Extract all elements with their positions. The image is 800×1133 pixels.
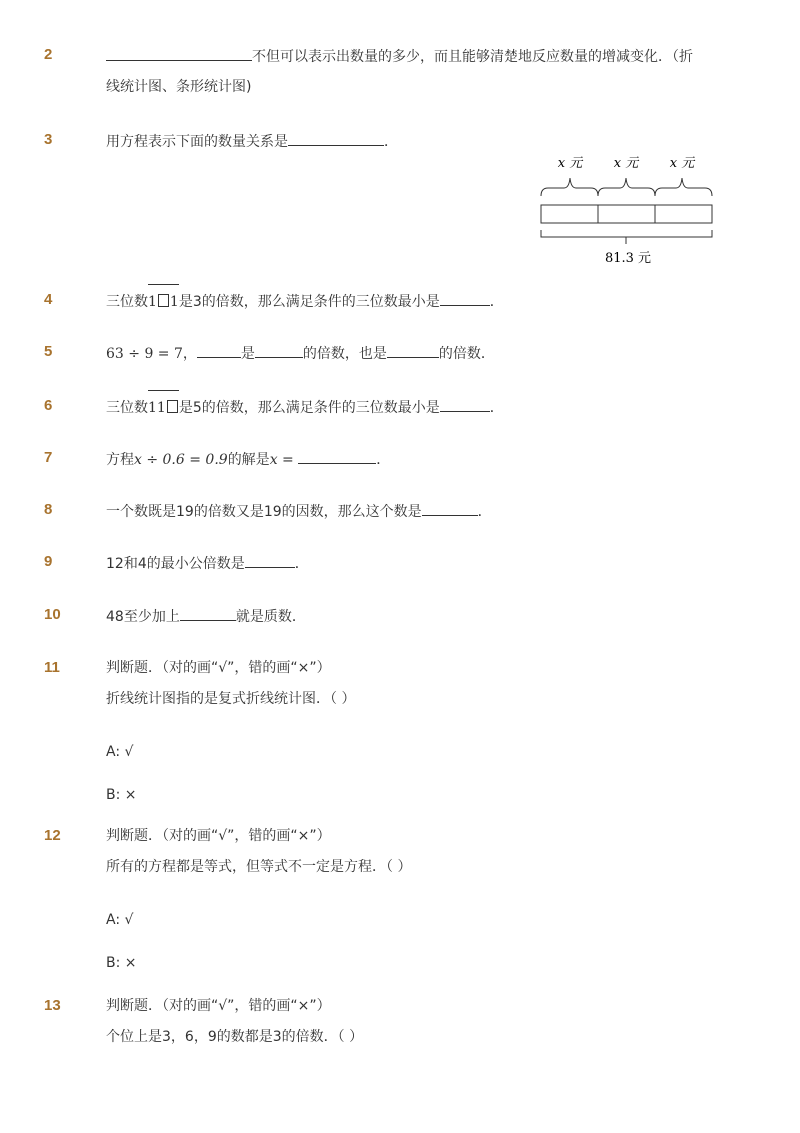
question-text [106, 552, 726, 574]
question-text [106, 996, 726, 1047]
question-text [106, 45, 726, 97]
statement: 所有的方程都是等式，但等式不一定是方程．（ ） [106, 859, 412, 875]
answer-blank[interactable] [440, 396, 490, 412]
total-label: 81.3 元 [604, 251, 652, 266]
text: 用方程表示下面的数量关系是 [106, 134, 288, 150]
answer-blank[interactable] [440, 290, 490, 306]
text: 的倍数． [438, 346, 495, 362]
statement: 个位上是3，6，9的数都是3的倍数．（ ） [106, 1029, 364, 1045]
question-number: 9 [44, 553, 53, 570]
equation: 63 ÷ 9 = 7 [106, 346, 183, 362]
text: 方程 [106, 452, 134, 468]
option-b[interactable]: B: × [106, 955, 137, 971]
segment-label-2: x 元 [613, 156, 639, 171]
text: 48至少加上 [106, 609, 180, 625]
text: 一个数既是19的倍数又是19的因数，那么这个数是 [106, 504, 422, 520]
question-text [106, 342, 726, 364]
question-text [106, 605, 726, 627]
answer-blank[interactable] [255, 342, 303, 358]
text: 12和4的最小公倍数是 [106, 556, 245, 572]
digits: 11 [148, 400, 166, 416]
question-text [106, 658, 726, 709]
text: ． [489, 400, 504, 416]
question-text [106, 130, 726, 152]
question-number: 4 [44, 291, 53, 308]
question-text [106, 290, 726, 312]
option-a[interactable]: A: √ [106, 912, 134, 928]
answer-blank[interactable] [106, 45, 252, 61]
text: 是5的倍数，那么满足条件的三位数最小是 [178, 400, 440, 416]
instruction: 判断题．（对的画“√”，错的画“×”） [106, 660, 331, 676]
overlined-number [148, 398, 179, 418]
question-number: 6 [44, 397, 53, 414]
question-number: 12 [44, 827, 61, 844]
text: 是3的倍数，那么满足条件的三位数最小是 [178, 294, 440, 310]
question-number: 2 [44, 46, 53, 63]
answer-blank[interactable] [180, 605, 236, 621]
question-number: 3 [44, 131, 53, 148]
segment-label-1: x 元 [557, 156, 583, 171]
answer-blank[interactable] [422, 500, 478, 516]
top-braces [541, 178, 712, 196]
question-text [106, 448, 726, 470]
digit: 1 [169, 294, 179, 310]
text: ． [294, 556, 309, 572]
segment-diagram [530, 150, 725, 270]
segment-bar [541, 205, 712, 223]
text: ． [376, 452, 391, 468]
question-number: 5 [44, 343, 53, 360]
equation: x ÷ 0.6 = 0.9 [134, 452, 228, 468]
bottom-brace [541, 230, 712, 244]
question-number: 11 [44, 659, 60, 676]
text: 三位数 [106, 294, 148, 310]
question-text [106, 396, 726, 418]
digit: 1 [148, 294, 157, 310]
text: ． [489, 294, 504, 310]
text: ， [182, 346, 197, 362]
answer-blank[interactable] [197, 342, 241, 358]
question-number: 10 [44, 606, 61, 623]
overlined-number [148, 292, 179, 312]
text: ． [477, 504, 492, 520]
text: 就是质数． [235, 609, 306, 625]
answer-blank[interactable] [298, 448, 376, 464]
equation: x = [269, 452, 294, 468]
question-number: 8 [44, 501, 53, 518]
text: 三位数 [106, 400, 148, 416]
instruction: 判断题．（对的画“√”，错的画“×”） [106, 828, 331, 844]
answer-blank[interactable] [288, 130, 384, 146]
option-b[interactable]: B: × [106, 787, 137, 803]
text: 是 [240, 346, 255, 362]
segment-label-3: x 元 [669, 156, 695, 171]
instruction: 判断题．（对的画“√”，错的画“×”） [106, 998, 331, 1014]
question-text [106, 500, 726, 522]
statement: 折线统计图指的是复式折线统计图．（ ） [106, 691, 356, 707]
text: 不但可以表示出数量的多少，而且能够清楚地反应数量的增减变化．（折 [252, 49, 693, 65]
missing-digit-box [167, 400, 178, 413]
question-number: 13 [44, 997, 61, 1014]
question-text [106, 826, 726, 877]
text: 的倍数，也是 [302, 346, 387, 362]
option-a[interactable]: A: √ [106, 744, 134, 760]
answer-blank[interactable] [245, 552, 295, 568]
question-number: 7 [44, 449, 53, 466]
text: ． [384, 134, 398, 150]
missing-digit-box [158, 294, 169, 307]
text: 的解是 [227, 452, 270, 468]
answer-blank[interactable] [387, 342, 439, 358]
text: 线统计图、条形统计图) [106, 79, 252, 95]
